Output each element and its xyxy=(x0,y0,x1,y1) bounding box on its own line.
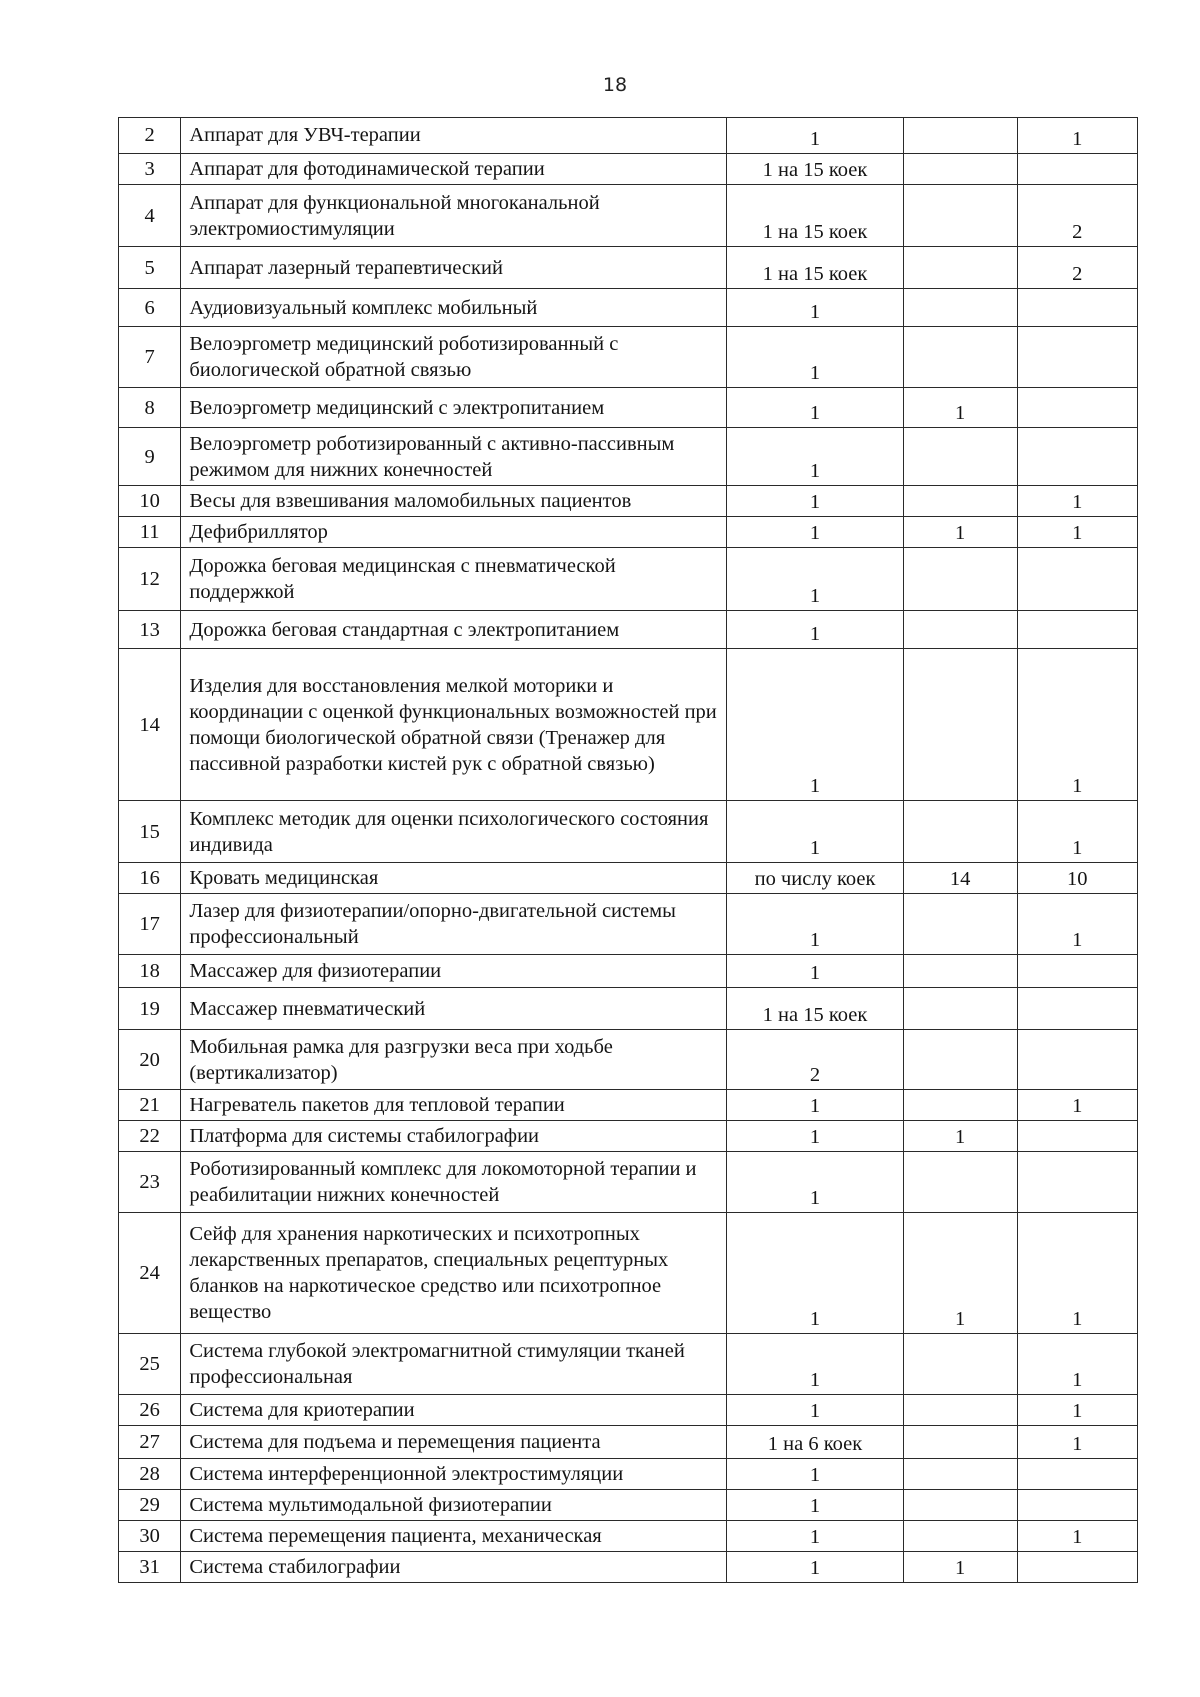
equipment-name: Сейф для хранения наркотических и психотропных лекарственных препаратов, специальных рецептурных бланков на наркотическое средство или психотропное вещество xyxy=(181,1213,727,1334)
row-number: 19 xyxy=(119,988,181,1030)
equipment-name: Система стабилографии xyxy=(181,1552,727,1583)
column-3-value: 1 xyxy=(903,388,1017,428)
row-number: 11 xyxy=(119,517,181,548)
column-4-value: 1 xyxy=(1017,801,1137,863)
equipment-name: Комплекс методик для оценки психологического состояния индивида xyxy=(181,801,727,863)
table-row xyxy=(119,548,1138,611)
column-3-value: 1 xyxy=(903,1213,1017,1334)
table-row xyxy=(119,988,1138,1030)
equipment-table-body xyxy=(119,118,1138,1583)
column-3-value xyxy=(903,247,1017,289)
row-number: 30 xyxy=(119,1521,181,1552)
required-quantity: 1 на 15 коек xyxy=(727,247,903,289)
equipment-name: Система интерференционной электростимуляции xyxy=(181,1459,727,1490)
required-quantity: 1 xyxy=(727,486,903,517)
row-number: 23 xyxy=(119,1152,181,1213)
table-row xyxy=(119,1213,1138,1334)
equipment-name: Система мультимодальной физиотерапии xyxy=(181,1490,727,1521)
table-row xyxy=(119,185,1138,247)
table-row xyxy=(119,1552,1138,1583)
equipment-name: Роботизированный комплекс для локомоторной терапии и реабилитации нижних конечностей xyxy=(181,1152,727,1213)
column-4-value: 1 xyxy=(1017,486,1137,517)
column-3-value xyxy=(903,1395,1017,1426)
column-4-value: 2 xyxy=(1017,185,1137,247)
table-row xyxy=(119,894,1138,955)
column-3-value: 1 xyxy=(903,1552,1017,1583)
column-3-value xyxy=(903,1459,1017,1490)
column-3-value xyxy=(903,988,1017,1030)
column-4-value: 1 xyxy=(1017,1521,1137,1552)
column-3-value xyxy=(903,428,1017,486)
equipment-name: Аппарат для функциональной многоканальной электромиостимуляции xyxy=(181,185,727,247)
column-3-value xyxy=(903,185,1017,247)
row-number: 27 xyxy=(119,1426,181,1459)
column-4-value: 1 xyxy=(1017,118,1137,154)
row-number: 8 xyxy=(119,388,181,428)
page-number: 18 xyxy=(602,74,628,96)
required-quantity: 1 на 15 коек xyxy=(727,154,903,185)
required-quantity: 1 на 15 коек xyxy=(727,988,903,1030)
required-quantity: 1 xyxy=(727,894,903,955)
equipment-name: Мобильная рамка для разгрузки веса при ходьбе (вертикализатор) xyxy=(181,1030,727,1090)
table-row xyxy=(119,1152,1138,1213)
row-number: 13 xyxy=(119,611,181,649)
table-row xyxy=(119,1426,1138,1459)
equipment-name: Система для криотерапии xyxy=(181,1395,727,1426)
column-3-value xyxy=(903,894,1017,955)
column-3-value xyxy=(903,611,1017,649)
column-4-value xyxy=(1017,1552,1137,1583)
table-row xyxy=(119,327,1138,388)
column-3-value: 14 xyxy=(903,863,1017,894)
column-4-value: 1 xyxy=(1017,1090,1137,1121)
row-number: 25 xyxy=(119,1334,181,1395)
required-quantity: 1 на 15 коек xyxy=(727,185,903,247)
equipment-name: Аппарат для фотодинамической терапии xyxy=(181,154,727,185)
table-row xyxy=(119,1395,1138,1426)
column-3-value xyxy=(903,1152,1017,1213)
column-3-value xyxy=(903,955,1017,988)
column-4-value xyxy=(1017,955,1137,988)
column-4-value: 1 xyxy=(1017,517,1137,548)
required-quantity: 1 xyxy=(727,1152,903,1213)
row-number: 14 xyxy=(119,649,181,801)
required-quantity: 1 xyxy=(727,1121,903,1152)
column-3-value xyxy=(903,801,1017,863)
column-3-value xyxy=(903,327,1017,388)
table-row xyxy=(119,649,1138,801)
equipment-name: Велоэргометр медицинский роботизированный с биологической обратной связью xyxy=(181,327,727,388)
table-row xyxy=(119,517,1138,548)
row-number: 26 xyxy=(119,1395,181,1426)
column-3-value xyxy=(903,649,1017,801)
table-row xyxy=(119,247,1138,289)
table-row xyxy=(119,863,1138,894)
table-row xyxy=(119,1030,1138,1090)
table-row xyxy=(119,801,1138,863)
equipment-table xyxy=(118,117,1138,1583)
required-quantity: по числу коек xyxy=(727,863,903,894)
column-4-value: 1 xyxy=(1017,1426,1137,1459)
row-number: 31 xyxy=(119,1552,181,1583)
row-number: 4 xyxy=(119,185,181,247)
column-4-value xyxy=(1017,611,1137,649)
column-4-value xyxy=(1017,1030,1137,1090)
required-quantity: 1 xyxy=(727,1395,903,1426)
column-3-value xyxy=(903,548,1017,611)
required-quantity: 1 xyxy=(727,388,903,428)
equipment-name: Система для подъема и перемещения пациента xyxy=(181,1426,727,1459)
equipment-name: Дорожка беговая медицинская с пневматической поддержкой xyxy=(181,548,727,611)
column-3-value xyxy=(903,1490,1017,1521)
row-number: 12 xyxy=(119,548,181,611)
equipment-name: Платформа для системы стабилографии xyxy=(181,1121,727,1152)
equipment-name: Весы для взвешивания маломобильных пациентов xyxy=(181,486,727,517)
required-quantity: 1 xyxy=(727,118,903,154)
column-4-value xyxy=(1017,388,1137,428)
required-quantity: 2 xyxy=(727,1030,903,1090)
row-number: 16 xyxy=(119,863,181,894)
column-3-value xyxy=(903,1521,1017,1552)
equipment-name: Дорожка беговая стандартная с электропитанием xyxy=(181,611,727,649)
table-row xyxy=(119,955,1138,988)
row-number: 6 xyxy=(119,289,181,327)
required-quantity: 1 xyxy=(727,611,903,649)
column-3-value xyxy=(903,486,1017,517)
required-quantity: 1 xyxy=(727,428,903,486)
column-4-value: 2 xyxy=(1017,247,1137,289)
row-number: 18 xyxy=(119,955,181,988)
table-row xyxy=(119,428,1138,486)
equipment-name: Система глубокой электромагнитной стимуляции тканей профессиональная xyxy=(181,1334,727,1395)
column-4-value xyxy=(1017,1152,1137,1213)
equipment-name: Дефибриллятор xyxy=(181,517,727,548)
column-4-value xyxy=(1017,988,1137,1030)
equipment-name: Изделия для восстановления мелкой моторики и координации с оценкой функциональных возможностей при помощи биологической обратной связи (Тренажер для пассивной разработки кистей рук с обратной связью) xyxy=(181,649,727,801)
row-number: 22 xyxy=(119,1121,181,1152)
column-3-value xyxy=(903,118,1017,154)
required-quantity: 1 xyxy=(727,289,903,327)
required-quantity: 1 на 6 коек xyxy=(727,1426,903,1459)
equipment-name: Лазер для физиотерапии/опорно-двигательной системы профессиональный xyxy=(181,894,727,955)
equipment-name: Аппарат для УВЧ-терапии xyxy=(181,118,727,154)
table-row xyxy=(119,486,1138,517)
equipment-name: Массажер для физиотерапии xyxy=(181,955,727,988)
row-number: 7 xyxy=(119,327,181,388)
row-number: 3 xyxy=(119,154,181,185)
required-quantity: 1 xyxy=(727,1090,903,1121)
table-row xyxy=(119,611,1138,649)
table-row xyxy=(119,118,1138,154)
required-quantity: 1 xyxy=(727,1521,903,1552)
column-3-value xyxy=(903,289,1017,327)
required-quantity: 1 xyxy=(727,955,903,988)
row-number: 10 xyxy=(119,486,181,517)
column-3-value xyxy=(903,1030,1017,1090)
column-3-value xyxy=(903,1090,1017,1121)
column-3-value xyxy=(903,1334,1017,1395)
equipment-name: Массажер пневматический xyxy=(181,988,727,1030)
column-4-value xyxy=(1017,1490,1137,1521)
row-number: 9 xyxy=(119,428,181,486)
required-quantity: 1 xyxy=(727,517,903,548)
row-number: 20 xyxy=(119,1030,181,1090)
required-quantity: 1 xyxy=(727,1490,903,1521)
equipment-name: Аудиовизуальный комплекс мобильный xyxy=(181,289,727,327)
row-number: 17 xyxy=(119,894,181,955)
equipment-name: Велоэргометр роботизированный с активно-пассивным режимом для нижних конечностей xyxy=(181,428,727,486)
equipment-name: Нагреватель пакетов для тепловой терапии xyxy=(181,1090,727,1121)
column-4-value: 1 xyxy=(1017,1334,1137,1395)
required-quantity: 1 xyxy=(727,1334,903,1395)
table-row xyxy=(119,289,1138,327)
column-4-value: 10 xyxy=(1017,863,1137,894)
row-number: 15 xyxy=(119,801,181,863)
required-quantity: 1 xyxy=(727,649,903,801)
column-3-value: 1 xyxy=(903,517,1017,548)
equipment-name: Кровать медицинская xyxy=(181,863,727,894)
column-4-value xyxy=(1017,327,1137,388)
table-row xyxy=(119,1490,1138,1521)
column-4-value xyxy=(1017,428,1137,486)
column-4-value: 1 xyxy=(1017,1395,1137,1426)
row-number: 29 xyxy=(119,1490,181,1521)
table-row xyxy=(119,1334,1138,1395)
row-number: 5 xyxy=(119,247,181,289)
column-4-value: 1 xyxy=(1017,894,1137,955)
table-row xyxy=(119,154,1138,185)
table-row xyxy=(119,1090,1138,1121)
row-number: 2 xyxy=(119,118,181,154)
required-quantity: 1 xyxy=(727,801,903,863)
column-3-value xyxy=(903,1426,1017,1459)
column-3-value xyxy=(903,154,1017,185)
equipment-name: Велоэргометр медицинский с электропитанием xyxy=(181,388,727,428)
column-4-value xyxy=(1017,154,1137,185)
required-quantity: 1 xyxy=(727,1213,903,1334)
required-quantity: 1 xyxy=(727,1459,903,1490)
table-row xyxy=(119,388,1138,428)
row-number: 28 xyxy=(119,1459,181,1490)
required-quantity: 1 xyxy=(727,548,903,611)
equipment-name: Система перемещения пациента, механическая xyxy=(181,1521,727,1552)
column-4-value: 1 xyxy=(1017,1213,1137,1334)
table-row xyxy=(119,1459,1138,1490)
row-number: 24 xyxy=(119,1213,181,1334)
column-4-value xyxy=(1017,289,1137,327)
table-row xyxy=(119,1521,1138,1552)
table-row xyxy=(119,1121,1138,1152)
row-number: 21 xyxy=(119,1090,181,1121)
column-3-value: 1 xyxy=(903,1121,1017,1152)
required-quantity: 1 xyxy=(727,1552,903,1583)
required-quantity: 1 xyxy=(727,327,903,388)
column-4-value xyxy=(1017,1459,1137,1490)
equipment-name: Аппарат лазерный терапевтический xyxy=(181,247,727,289)
column-4-value xyxy=(1017,548,1137,611)
column-4-value xyxy=(1017,1121,1137,1152)
column-4-value: 1 xyxy=(1017,649,1137,801)
